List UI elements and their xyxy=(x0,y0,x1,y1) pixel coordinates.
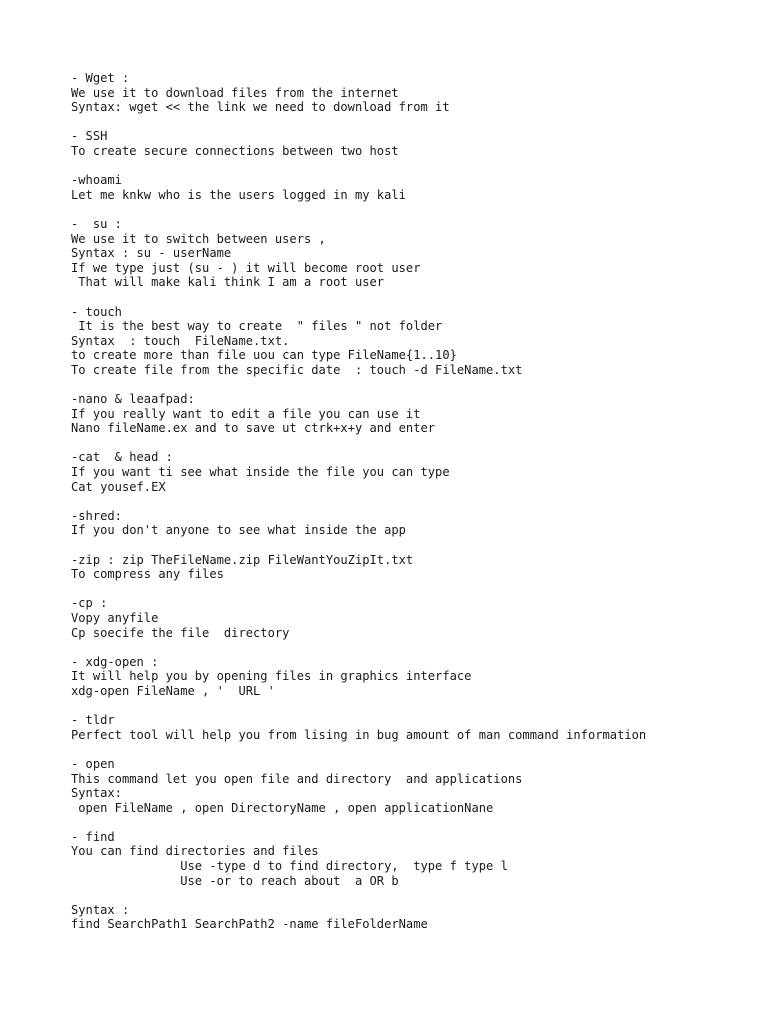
text-line: - SSH xyxy=(71,129,108,144)
text-line: Use -type d to find directory, type f type l xyxy=(71,859,508,874)
text-line: open FileName , open DirectoryName , open applicationNane xyxy=(71,800,494,815)
text-line: - touch xyxy=(71,304,122,319)
text-line: Nano fileName.ex and to save ut ctrk+x+y and enter xyxy=(71,421,436,436)
text-line: - xdg-open : xyxy=(71,654,159,669)
text-line: Syntax : su - userName xyxy=(71,246,232,261)
text-line: Cat yousef.EX xyxy=(71,479,166,494)
text-line: If you really want to edit a file you can use it xyxy=(71,406,421,421)
text-line: Cp soecife the file directory xyxy=(71,625,290,640)
text-line: Syntax : xyxy=(71,902,130,917)
text-line: -whoami xyxy=(71,173,122,188)
text-line: It is the best way to create " files " not folder xyxy=(71,319,443,334)
text-line: Vopy anyfile xyxy=(71,610,159,625)
text-line: This command let you open file and directory and applications xyxy=(71,771,523,786)
blank-line xyxy=(71,815,751,830)
blank-line xyxy=(71,290,751,305)
text-line: Syntax : touch FileName.txt. xyxy=(71,333,290,348)
text-line: xdg-open FileName , ' URL ' xyxy=(71,683,275,698)
text-line: We use it to download files from the internet xyxy=(71,85,399,100)
text-line: If we type just (su - ) it will become root user xyxy=(71,260,421,275)
text-line: Syntax: xyxy=(71,786,122,801)
text-line: -zip : zip TheFileName.zip FileWantYouZipIt.txt xyxy=(71,552,414,567)
text-line: - open xyxy=(71,756,115,771)
text-line: You can find directories and files xyxy=(71,844,319,859)
blank-line xyxy=(71,159,751,174)
blank-line xyxy=(71,494,751,509)
text-line: If you want ti see what inside the file you can type xyxy=(71,465,450,480)
text-line: To create secure connections between two host xyxy=(71,143,399,158)
blank-line xyxy=(71,640,751,655)
text-line: If you don't anyone to see what inside the app xyxy=(71,523,406,538)
text-line: to create more than file uou can type FileName{1..10} xyxy=(71,348,457,363)
text-line: - Wget : xyxy=(71,71,130,85)
blank-line xyxy=(71,888,751,903)
text-line: Let me knkw who is the users logged in my kali xyxy=(71,187,406,202)
document-body xyxy=(71,71,751,932)
text-line: -nano & leaafpad: xyxy=(71,392,195,407)
text-line: find SearchPath1 SearchPath2 -name fileFolderName xyxy=(71,917,428,932)
blank-line xyxy=(71,115,751,130)
text-line: To compress any files xyxy=(71,567,224,582)
text-line: That will make kali think I am a root user xyxy=(71,275,385,290)
blank-line xyxy=(71,742,751,757)
text-line: - find xyxy=(71,829,115,844)
text-line: -shred: xyxy=(71,508,122,523)
blank-line xyxy=(71,699,751,714)
blank-line xyxy=(71,436,751,451)
text-line: -cp : xyxy=(71,596,108,611)
text-line: Use -or to reach about a OR b xyxy=(71,873,399,888)
text-line: It will help you by opening files in graphics interface xyxy=(71,669,472,684)
blank-line xyxy=(71,538,751,553)
text-line: To create file from the specific date : touch -d FileName.txt xyxy=(71,362,523,377)
blank-line xyxy=(71,582,751,597)
text-line: Perfect tool will help you from lising in bug amount of man command information xyxy=(71,727,647,742)
text-line: Syntax: wget << the link we need to download from it xyxy=(71,100,450,115)
blank-line xyxy=(71,202,751,217)
blank-line xyxy=(71,377,751,392)
text-line: We use it to switch between users , xyxy=(71,231,326,246)
text-line: -cat & head : xyxy=(71,450,173,465)
text-line: - su : xyxy=(71,216,122,231)
text-line: - tldr xyxy=(71,713,115,728)
